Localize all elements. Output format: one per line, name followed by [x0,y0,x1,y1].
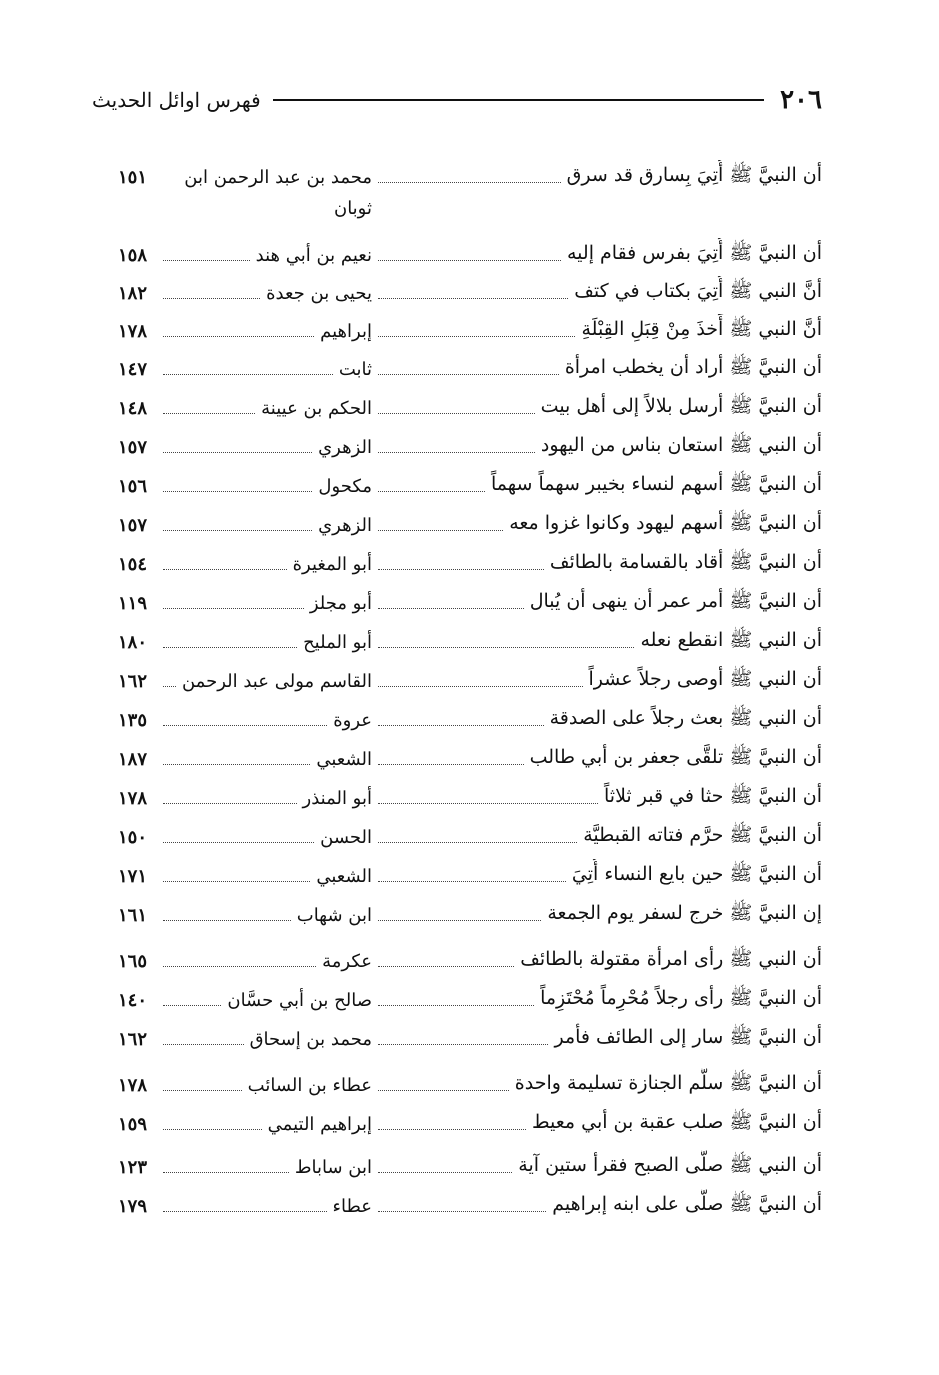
dot-leader [163,1005,221,1006]
hadith-text: أن النبيَّ ﷺ سلَّم الجنازة تسليمة واحدة [514,1072,822,1094]
narrator-name: أبو المغيرة [292,553,372,575]
narrator-name-cell [157,276,372,310]
index-entry [92,1022,822,1056]
narrator-name: الزهري [318,514,372,536]
hadith-text-cell [372,391,822,425]
hadith-text-cell [372,703,822,737]
hadith-text: أن النبيَّ ﷺ أراد أن يخطب امرأة [564,356,822,378]
narrator-name-cell [157,391,372,425]
narrator-name-cell [157,820,372,854]
narrator-name: نعيم بن أبي هند [255,244,372,266]
narrator-name-cell [157,508,372,542]
dot-leader [378,647,634,648]
dot-leader [163,530,312,531]
narrator-name-cell [157,664,372,698]
hadith-text-cell [372,820,822,854]
index-entry [92,820,822,854]
narrator-name: القاسم مولى عبد الرحمن [181,670,372,692]
page-ref-cell [92,391,147,425]
narrator-name-cell [157,469,372,503]
narrator-name: أبو المليح [303,631,372,653]
narrator-name-cell [157,898,372,932]
hadith-text: أن النبي ﷺ انقطع نعله [640,629,822,651]
page-ref-cell [92,352,147,386]
dot-leader [163,413,255,414]
index-entry [92,508,822,542]
page-ref: ١٥٩ [117,1113,147,1135]
hadith-text-cell [372,859,822,893]
hadith-text: أن النبيَّ ﷺ أُتِيَ بفرس فقام إليه [566,242,822,264]
hadith-text-cell [372,469,822,503]
page-ref-cell [92,1189,147,1223]
dot-leader [378,336,575,337]
page-ref-cell [92,586,147,620]
hadith-text-cell [372,547,822,581]
dot-leader [378,1090,509,1091]
page-ref-cell [92,1107,147,1141]
index-entry [92,781,822,815]
dot-leader [378,920,541,921]
page-ref: ١٥٠ [117,826,147,848]
page-ref: ١٥٧ [117,514,147,536]
narrator-name-cell [157,742,372,776]
hadith-text-cell [372,983,822,1017]
hadith-text: أن النبي ﷺ استعان بناس من اليهود [540,434,822,456]
dot-leader [378,881,566,882]
page-ref: ١٥٦ [117,475,147,497]
index-entry [92,859,822,893]
dot-leader [163,920,291,921]
dot-leader [378,803,598,804]
index-entry [92,983,822,1017]
dot-leader [378,1005,534,1006]
page-ref: ١٤٨ [117,397,147,419]
index-entry [92,547,822,581]
dot-leader [163,336,314,337]
narrator-name-cell [157,944,372,978]
dot-leader [163,686,176,687]
narrator-name: الشعبي [316,865,372,887]
hadith-text: أن النبيَّ ﷺ تلقَّى جعفر بن أبي طالب [529,746,822,768]
hadith-text-cell [372,781,822,815]
page-ref: ١٥١ [117,166,147,188]
narrator-name: أبو المنذر [302,787,372,809]
hadith-text: أن النبي ﷺ بعث رجلاً على الصدقة [549,707,822,729]
index-entry [92,1068,822,1102]
dot-leader [378,491,485,492]
dot-leader [163,374,333,375]
index-entry [92,160,822,194]
index-entry [92,238,822,272]
page-ref: ١٧٨ [117,1074,147,1096]
page-number: ٢٠٦ [780,85,822,115]
index-entry [92,742,822,776]
page-ref: ١٦٢ [117,1028,147,1050]
index-entry [92,898,822,932]
index-entry [92,1189,822,1223]
dot-leader [378,842,577,843]
dot-leader [163,1211,327,1212]
dot-leader [163,298,260,299]
narrator-name: الشعبي [316,748,372,770]
hadith-text: أن النبيَّ ﷺ أسهم لنساء بخيبر سهماً سهماً [490,473,822,495]
index-entry [92,391,822,425]
dot-leader [378,686,583,687]
page-ref-cell [92,859,147,893]
hadith-text-cell [372,1107,822,1141]
hadith-text: أن النبيَّ ﷺ أسهم ليهود وكانوا غزوا معه [509,512,822,534]
dot-leader [378,1211,546,1212]
hadith-text: أن النبيَّ ﷺ أقاد بالقسامة بالطائف [549,551,822,573]
hadith-text: أن النبيَّ ﷺ حثا في قبر ثلاثاً [604,785,822,807]
page-ref-cell [92,820,147,854]
page-ref-cell [92,898,147,932]
hadith-text: أن النبيَّ ﷺ أُتِيَ بِسارق قد سرق [566,164,822,186]
hadith-text-cell [372,944,822,978]
hadith-text: أن النبيَّ ﷺ سار إلى الطائف فأمر [554,1026,822,1048]
hadith-text-cell [372,238,822,272]
page-ref: ١٨٠ [117,631,147,653]
dot-leader [163,725,327,726]
hadith-text-cell [372,586,822,620]
dot-leader [378,260,561,261]
dot-leader [163,1172,289,1173]
page-ref: ١٥٨ [117,244,147,266]
narrator-name: عطاء [332,1195,372,1217]
page-ref: ١٢٣ [117,1156,147,1178]
narrator-name: يحيى بن جعدة [266,282,372,304]
page-ref-cell [92,1150,147,1184]
page-ref: ١٧١ [117,865,147,887]
dot-leader [163,491,312,492]
hadith-text-cell [372,1189,822,1223]
narrator-name-cell [157,1022,372,1056]
index-entry [92,430,822,464]
dot-leader [163,647,297,648]
dot-leader [163,569,287,570]
narrator-name: إبراهيم التيمي [267,1113,372,1135]
index-entry [92,1150,822,1184]
dot-leader [163,452,312,453]
narrator-continuation-line [92,198,822,228]
hadith-text-cell [372,625,822,659]
hadith-text-cell [372,898,822,932]
narrator-name-cell [157,547,372,581]
dot-leader [163,842,314,843]
narrator-name: إبراهيم [320,320,372,342]
narrator-name-cell [157,586,372,620]
narrator-name: صالح بن أبي حسَّان [227,989,372,1011]
dot-leader [163,1044,244,1045]
hadith-text: أن النبيَّ ﷺ أمر عمر أن ينهى أن يُبال [529,590,822,612]
hadith-text-cell [372,508,822,542]
index-entry [92,1107,822,1141]
dot-leader [378,182,561,183]
page-title: فهرس اوائل الحديث [92,88,261,112]
narrator-name: ثابت [338,358,372,380]
narrator-name-cell [157,983,372,1017]
dot-leader [378,413,535,414]
page-ref: ١٨٢ [117,282,147,304]
hadith-text-cell [372,1150,822,1184]
hadith-text: أن النبي ﷺ صلَّى الصبح فقرأ ستين آية [518,1154,822,1176]
index-entry [92,703,822,737]
dot-leader [378,966,514,967]
dot-leader [378,1044,548,1045]
page-ref-cell [92,238,147,272]
hadith-text-cell [372,276,822,310]
index-entry [92,352,822,386]
dot-leader [378,298,568,299]
dot-leader [378,569,544,570]
hadith-text-cell [372,1068,822,1102]
page-ref-cell [92,469,147,503]
dot-leader [378,608,524,609]
dot-leader [163,881,310,882]
hadith-text: أن النبيَّ ﷺ حين بايع النساء أُتِيَ [571,863,822,885]
hadith-text: إن النبيَّ ﷺ خرج لسفر يوم الجمعة [547,902,822,924]
page-ref-cell [92,508,147,542]
hadith-text: أن النبيَّ ﷺ رأى رجلاً مُحْرِماً مُحْتَزِماً [540,987,822,1009]
dot-leader [378,374,559,375]
dot-leader [163,608,304,609]
page-ref-cell [92,742,147,776]
page-ref-cell [92,314,147,348]
hadith-text-cell [372,430,822,464]
page-ref: ١١٩ [117,592,147,614]
dot-leader [378,1172,512,1173]
dot-leader [163,803,297,804]
hadith-text: أن النبيَّ ﷺ حرَّم فتاته القبطيَّة [583,824,822,846]
hadith-text-cell [372,664,822,698]
page-ref-cell [92,276,147,310]
narrator-name-cell [157,314,372,348]
narrator-name-cell [157,781,372,815]
hadith-text: أن النبيَّ ﷺ أرسل بلالاً إلى أهل بيت [540,395,822,417]
page-ref-cell [92,983,147,1017]
page-ref-cell [92,160,147,194]
narrator-name: الزهري [318,436,372,458]
hadith-text-cell [372,742,822,776]
hadith-text: أن النبي ﷺ رأى امرأة مقتولة بالطائف [520,948,822,970]
page-ref-cell [92,664,147,698]
narrator-name: محمد بن عبد الرحمن ابن [184,166,372,188]
index-entry [92,944,822,978]
dot-leader [378,452,535,453]
page-ref: ١٤٠ [117,989,147,1011]
page-ref-cell [92,781,147,815]
narrator-name: عطاء بن السائب [247,1074,372,1096]
narrator-name-cell [157,238,372,272]
dot-leader [378,725,544,726]
index-entry [92,586,822,620]
index-entry [92,664,822,698]
page-ref: ١٥٤ [117,553,147,575]
page-ref: ١٧٨ [117,787,147,809]
dot-leader [163,1129,262,1130]
narrator-name-cell [157,1107,372,1141]
page-ref-cell [92,547,147,581]
index-entry [92,469,822,503]
hadith-text: أنَّ النبي ﷺ أَخذَ مِنْ قِبَلِ القِبْلَةِ [581,318,822,340]
page-ref: ١٥٧ [117,436,147,458]
narrator-name: محمد بن إسحاق [249,1028,372,1050]
hadith-text: أنَّ النبي ﷺ أُتِيَ بكتاب في كتف [574,280,822,302]
narrator-name: عروة [333,709,372,731]
page-ref: ١٦١ [117,904,147,926]
narrator-name: مكحول [318,475,372,497]
page-ref: ١٤٧ [117,358,147,380]
dot-leader [378,764,524,765]
hadith-text-cell [372,352,822,386]
hadith-text-cell [372,160,822,194]
page-ref: ١٣٥ [117,709,147,731]
dot-leader [163,260,250,261]
page-ref: ١٧٩ [117,1195,147,1217]
narrator-continuation: ثوبان [333,198,372,219]
index-entry [92,314,822,348]
narrator-name: أبو مجلز [309,592,372,614]
index-entry [92,276,822,310]
page-ref-cell [92,1068,147,1102]
page-ref-cell [92,430,147,464]
narrator-name: عكرمة [322,950,372,972]
dot-leader [378,530,503,531]
narrator-name-cell [157,1068,372,1102]
page-ref-cell [92,703,147,737]
hadith-text-cell [372,314,822,348]
page-ref: ١٧٨ [117,320,147,342]
hadith-text-cell [372,1022,822,1056]
page-ref: ١٦٢ [117,670,147,692]
page-ref: ١٨٧ [117,748,147,770]
narrator-name: الحكم بن عيينة [261,397,372,419]
page-ref: ١٦٥ [117,950,147,972]
narrator-name-cell [157,1150,372,1184]
narrator-name-cell [157,352,372,386]
index-entry [92,625,822,659]
page-ref-cell [92,944,147,978]
narrator-name: ابن ساباط [294,1156,372,1178]
hadith-text: أن النبيَّ ﷺ صلب عقبة بن أبي معيط [531,1111,822,1133]
narrator-name-cell [157,859,372,893]
hadith-text: أن النبيَّ ﷺ صلَّى على ابنه إبراهيم [552,1193,822,1215]
dot-leader [378,1129,526,1130]
page-ref-cell [92,1022,147,1056]
dot-leader [163,764,310,765]
narrator-name-cell [157,1189,372,1223]
narrator-name-cell [157,625,372,659]
narrator-name: ابن شهاب [296,904,372,926]
dot-leader [163,1090,242,1091]
page-ref-cell [92,625,147,659]
hadith-text: أن النبي ﷺ أوصى رجلاً عشراً [588,668,822,690]
dot-leader [163,966,316,967]
narrator-name-cell [157,430,372,464]
narrator-name-cell [157,160,372,194]
narrator-name: الحسن [320,826,372,848]
narrator-name-cell [157,703,372,737]
